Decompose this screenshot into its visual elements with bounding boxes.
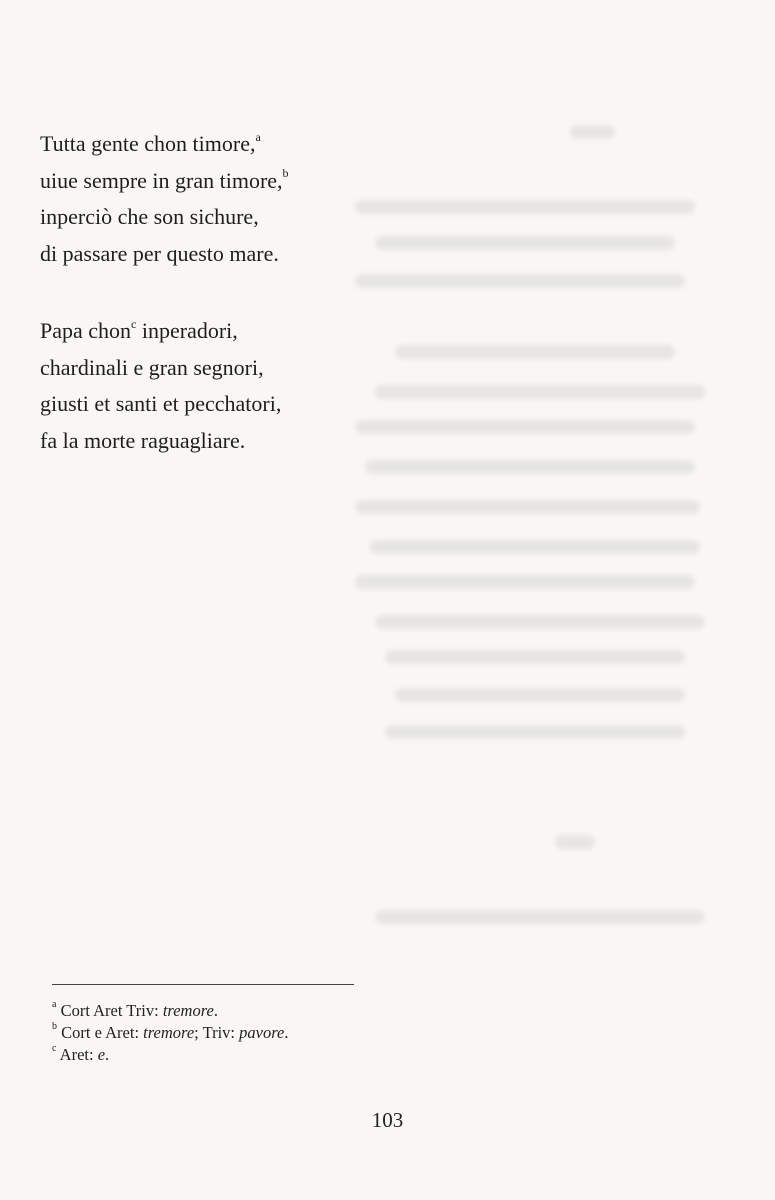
verse-line: uiue sempre in gran timore,$^b$ <box>40 166 289 193</box>
footnote-mark[interactable]: c <box>131 316 137 331</box>
footnote-c: $^c$ Aret: e. <box>52 1042 110 1064</box>
footnotes <box>52 1000 288 1066</box>
bleed-through-text <box>355 0 755 960</box>
verse-line: chardinali e gran segnori, <box>40 354 264 380</box>
footnote-mark[interactable]: a <box>255 129 261 144</box>
stanza-1 <box>40 126 289 272</box>
footnote-rule <box>52 984 354 985</box>
footnote-b: $^b$ Cort e Aret: tremore; Triv: pavore. <box>52 1020 289 1042</box>
verse-line: Tutta gente chon timore,$^a$ <box>40 129 261 156</box>
page-number: 103 <box>371 1108 404 1132</box>
footnote-mark[interactable]: b <box>282 166 289 181</box>
stanza-2 <box>40 313 281 459</box>
verse-line: giusti et santi et pecchatori, <box>40 391 282 416</box>
verse-line: di passare per questo mare. <box>40 240 279 266</box>
verse-line: Papa chon$^c$ inperadori, <box>40 316 238 343</box>
footnote-a: $^a$ Cort Aret Triv: tremore. <box>52 998 218 1020</box>
verse-line: fa la morte raguagliare. <box>40 427 246 453</box>
verse-line: inperciò che son sichure, <box>40 204 259 229</box>
